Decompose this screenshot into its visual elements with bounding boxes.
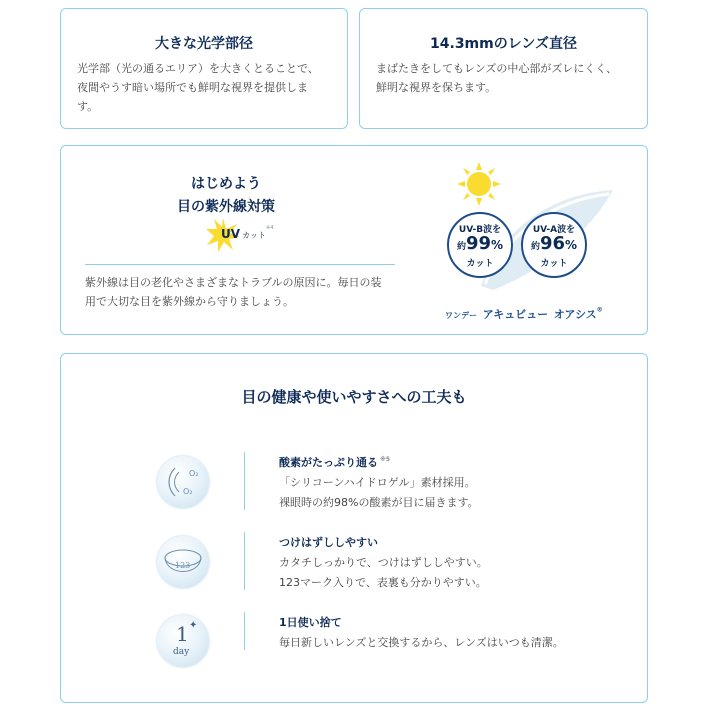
lens-diameter-text-line2: 鮮明な視界を保ちます。 [376, 81, 497, 94]
brand-logo [445, 303, 603, 322]
uv-cut-badge [206, 218, 276, 252]
feature-heading [279, 454, 390, 470]
sparkle-icon: ✦ [189, 620, 198, 631]
one-day-label: day [173, 647, 190, 657]
lens-diameter-text-line1: まばたきをしてもレンズの中心部がズレにくく、 [376, 62, 618, 75]
uv-badge-text: UV [221, 227, 241, 241]
uva-badge [521, 212, 587, 278]
feature-heading-text: 酸素がたっぷり通る [279, 456, 378, 469]
optical-zone-title: 大きな光学部径 [155, 36, 253, 52]
lens-diameter-text [376, 59, 638, 97]
lens-diameter-title: 14.3mmのレンズ直径 [430, 36, 577, 52]
feature-line: 毎日新しいレンズと交換するから、レンズはいつも清潔。 [279, 636, 564, 649]
uvb-value-row [449, 235, 511, 256]
oxygen-label-a: O₂ [189, 469, 199, 478]
uv-text-line1: 紫外線は目の老化やさまざまなトラブルの原因に。毎日の装 [85, 276, 382, 289]
optical-zone-text-line2: 夜間やうす暗い場所でも鮮明な視界を提供しま [77, 81, 308, 94]
uvb-label: UV-B波を [458, 225, 502, 235]
uvb-prefix: 約 [456, 242, 466, 252]
uva-cut: カット [540, 259, 568, 269]
uv-text-line2: 用で大切な目を紫外線から守りましょう。 [85, 295, 294, 308]
uva-value: 96 [539, 233, 566, 254]
uv-badge-suffix: カット [242, 231, 266, 240]
optical-zone-text-line1: 光学部（光の通るエリア）を大きくとることで、 [77, 62, 319, 75]
uva-unit: % [565, 238, 578, 252]
uvb-cut: カット [466, 259, 494, 269]
feature-line: 裸眼時の約98%の酸素が目に届きます。 [279, 496, 479, 509]
lens-123-icon [157, 536, 209, 588]
brand-main: アキュビュー [482, 308, 549, 321]
optical-zone-card [60, 8, 348, 129]
uv-title-line2: 目の紫外線対策 [177, 199, 275, 215]
uva-prefix: 約 [530, 242, 540, 252]
optical-zone-text [77, 59, 337, 116]
brand-small: ワンデー [445, 311, 477, 320]
uv-protection-card [60, 145, 648, 335]
uva-value-row [523, 235, 585, 256]
lens-diameter-card [359, 8, 648, 129]
uv-text [85, 273, 395, 311]
uvb-badge [447, 212, 513, 278]
uva-label: UV-A波を [532, 225, 576, 235]
feature-heading: つけはずししやすい [279, 536, 378, 549]
feature-divider [244, 452, 245, 510]
brand-mark: ® [596, 306, 603, 314]
oxygen-lens-icon [157, 456, 209, 508]
brand-sub: オアシス [553, 308, 597, 321]
feature-line: 「シリコーンハイドロゲル」素材採用。 [279, 476, 476, 489]
feature-line: 123マーク入りで、表裏も分かりやすい。 [279, 576, 487, 589]
one-day-icon [157, 615, 209, 667]
features-title: 目の健康や使いやすさへの工夫も [241, 388, 467, 406]
feature-divider [244, 532, 245, 590]
one-day-number: 1 [176, 622, 189, 646]
uv-title-line1: はじめよう [191, 176, 261, 192]
feature-heading: 1日使い捨て [279, 616, 342, 629]
uv-badge-note: ※4 [266, 225, 274, 231]
feature-divider [244, 612, 245, 650]
optical-zone-text-line3: す。 [77, 100, 99, 113]
feature-note: ※5 [380, 456, 391, 464]
oxygen-label-b: O₂ [183, 487, 193, 496]
lens-123-label: 123 [175, 561, 191, 570]
uvb-unit: % [491, 238, 504, 252]
uv-divider-line [85, 264, 395, 265]
features-card [60, 353, 648, 703]
uvb-value: 99 [465, 233, 492, 254]
feature-line: カタチしっかりで、つけはずししやすい。 [279, 556, 488, 569]
